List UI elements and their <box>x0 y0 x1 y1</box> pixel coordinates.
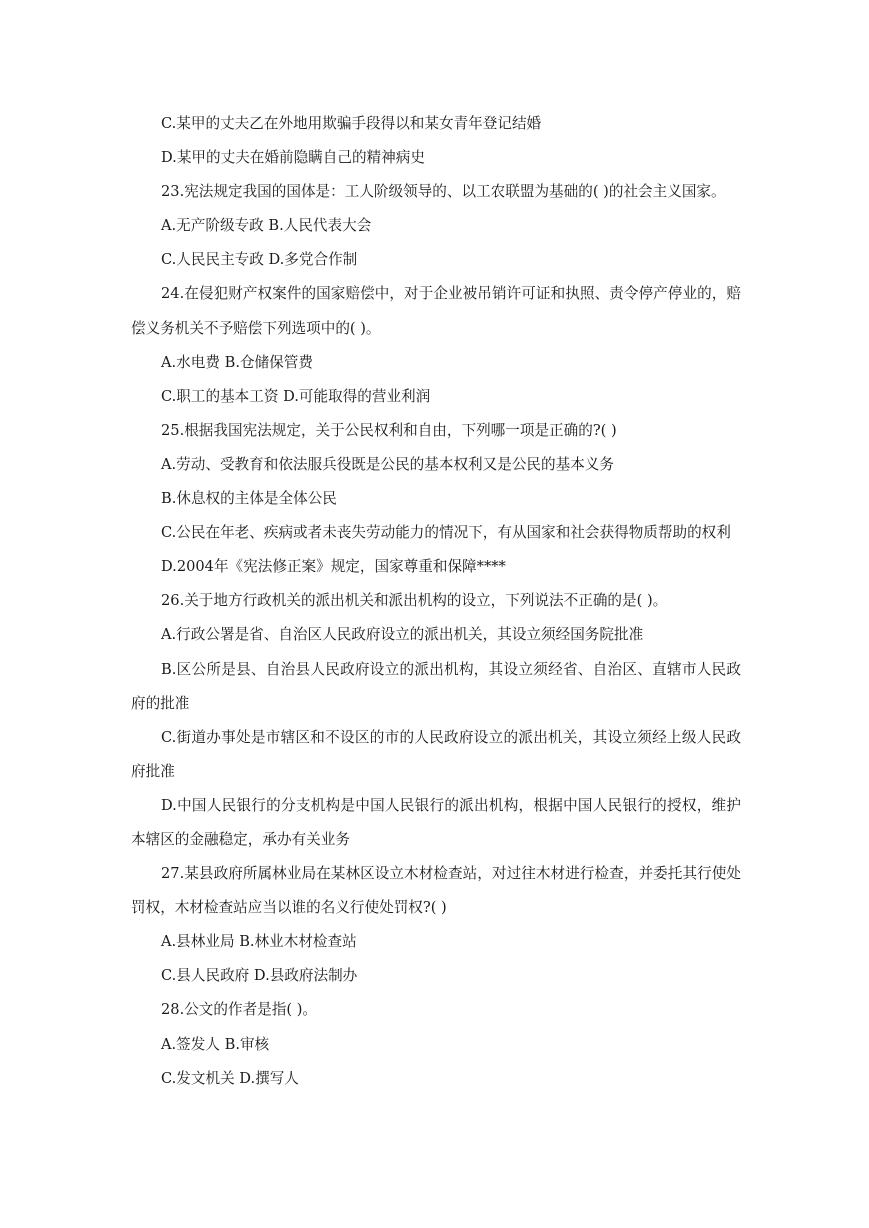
document-body <box>131 107 741 1096</box>
question-27: 27.某县政府所属林业局在某林区设立木材检查站，对过往木材进行检查，并委托其行使处罚权，木材检查站应当以谁的名义行使处罚权?( ) <box>131 865 741 917</box>
paragraph: A.行政公署是省、自治区人民政府设立的派出机关，其设立须经国务院批准 <box>161 626 644 644</box>
paragraph: A.县林业局 B.林业木材检查站 <box>161 933 357 951</box>
question-25: 25.根据我国宪法规定，关于公民权利和自由，下列哪一项是正确的?( ) <box>161 421 617 439</box>
question-24: 24.在侵犯财产权案件的国家赔偿中，对于企业被吊销许可证和执照、责令停产停业的，赔偿义务机关不予赔偿下列选项中的( )。 <box>131 285 741 337</box>
question-28: 28.公文的作者是指( )。 <box>161 1001 317 1019</box>
question-26: 26.关于地方行政机关的派出机关和派出机构的设立，下列说法不正确的是( )。 <box>161 592 668 610</box>
paragraph: C.公民在年老、疾病或者未丧失劳动能力的情况下，有从国家和社会获得物质帮助的权利 <box>161 524 731 542</box>
paragraph: B.休息权的主体是全体公民 <box>161 490 337 508</box>
paragraph: C.某甲的丈夫乙在外地用欺骗手段得以和某女青年登记结婚 <box>161 115 542 132</box>
paragraph: C.县人民政府 D.县政府法制办 <box>161 967 358 985</box>
paragraph: C.职工的基本工资 D.可能取得的营业利润 <box>161 387 431 405</box>
paragraph: C.人民民主专政 D.多党合作制 <box>161 251 358 269</box>
question-23: 23.宪法规定我国的国体是：工人阶级领导的、以工农联盟为基础的( )的社会主义国家。 <box>161 183 726 201</box>
paragraph: D.2004年《宪法修正案》规定，国家尊重和保障**** <box>161 558 506 576</box>
paragraph: A.签发人 B.审核 <box>161 1035 270 1053</box>
paragraph: A.水电费 B.仓储保管费 <box>161 353 313 371</box>
paragraph: C.街道办事处是市辖区和不设区的市的人民政府设立的派出机关，其设立须经上级人民政府批准 <box>131 728 741 780</box>
paragraph: A.无产阶级专政 B.人民代表大会 <box>161 217 372 235</box>
paragraph: A.劳动、受教育和依法服兵役既是公民的基本权利又是公民的基本义务 <box>161 455 614 473</box>
paragraph: C.发文机关 D.撰写人 <box>161 1069 299 1087</box>
paragraph: D.中国人民银行的分支机构是中国人民银行的派出机构，根据中国人民银行的授权，维护本辖区的金融稳定，承办有关业务 <box>131 796 741 848</box>
paragraph: B.区公所是县、自治县人民政府设立的派出机构，其设立须经省、自治区、直辖市人民政府的批准 <box>131 660 741 712</box>
paragraph: D.某甲的丈夫在婚前隐瞒自己的精神病史 <box>161 149 425 167</box>
